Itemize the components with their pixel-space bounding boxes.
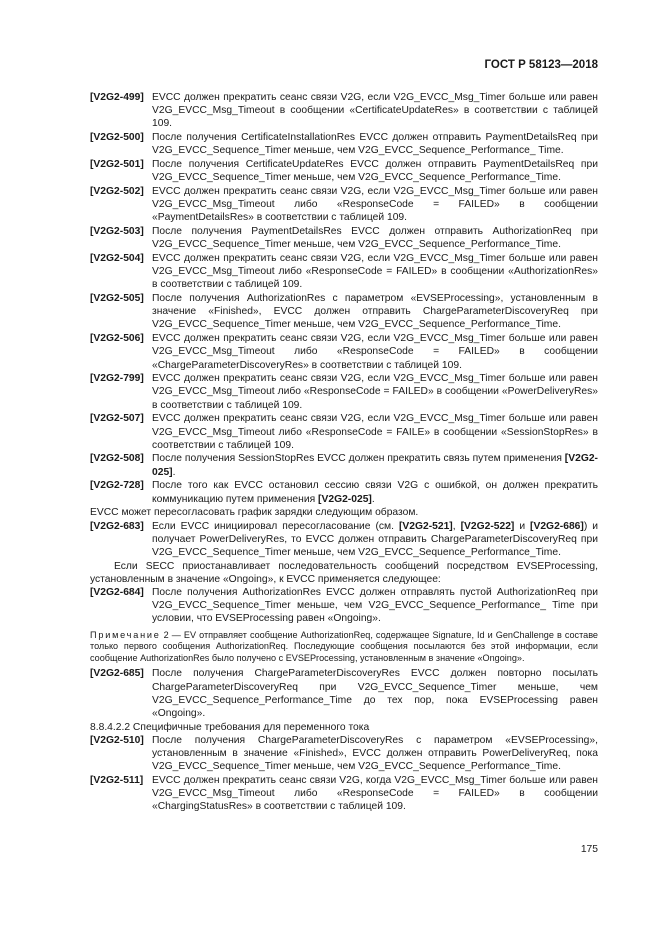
requirement-id: [V2G2-499] bbox=[90, 92, 144, 103]
requirement-item bbox=[90, 520, 598, 560]
requirement-id: [V2G2-505] bbox=[90, 293, 144, 305]
requirement-id: [V2G2-511] bbox=[90, 775, 144, 787]
requirement-item bbox=[90, 586, 598, 626]
requirement-item bbox=[90, 131, 598, 157]
requirement-text: EVCC должен прекратить сеанс связи V2G, если V2G_EVCC_Msg_Timer больше или равен V2G_EVCC_Msg_Timeout в сообщении «CertificateUpdateRes» в соответствии с таблицей 109. bbox=[152, 92, 598, 130]
note-text: 2 — EV отправляет сообщение AuthorizationReq, содержащее Signature, Id и GenChallenge в составе только первого сообщения AuthorizationReq. Последующие сообщения посылаются без этой информации, если сообщение AuthorizationRes было получено с EVSEProcessing, установленным в значение «Ongoing». bbox=[90, 629, 598, 663]
requirement-item bbox=[90, 158, 598, 184]
requirement-text: После получения CertificateInstallationRes EVCC должен отправить PaymentDetailsReq при V2G_EVCC_Sequence_Timer меньше, чем V2G_EVCC_Sequence_Performance_ Time. bbox=[152, 132, 598, 157]
requirement-id: [V2G2-503] bbox=[90, 226, 144, 238]
requirement-text: После получения ChargeParameterDiscoveryRes EVCC должен повторно посылать ChargeParameterDiscoveryReq при V2G_EVCC_Sequence_Timer меньше, чем V2G_EVCC_Sequence_Performance_Time до тех пор, пока EVSEProcessing равен «Ongoing». bbox=[152, 668, 598, 720]
requirement-id: [V2G2-684] bbox=[90, 587, 144, 599]
requirements-list-a bbox=[90, 91, 598, 452]
requirement-text: EVCC должен прекратить сеанс связи V2G, если V2G_EVCC_Msg_Timer больше или равен V2G_EVCC_Msg_Timeout либо «ResponseCode = FAILED» в сообщении «PaymentDetailsRes» в соответствии с таблицей 109. bbox=[152, 185, 598, 224]
requirement-text: EVCC должен прекратить сеанс связи V2G, если V2G_EVCC_Msg_Timer больше или равен V2G_EVCC_Msg_Timeout либо «ResponseCode = FAILE» в сообщении «SessionStopRes» в соответствии с таблицей 109. bbox=[152, 413, 598, 451]
requirement-reference: [V2G2-521] bbox=[398, 520, 453, 532]
requirement-text-tail: . bbox=[371, 493, 375, 505]
requirement-text: После получения AuthorizationRes EVCC должен отправлять пустой AuthorizationReq при V2G_EVCC_Sequence_Timer меньше, чем V2G_EVCC_Sequence_Performance_ Time при условии, что EVSEProcessing равен «Ongoing». bbox=[152, 587, 598, 625]
requirement-item bbox=[90, 225, 598, 251]
requirement-text: EVCC должен прекратить сеанс связи V2G, если V2G_EVCC_Msg_Timer больше или равен V2G_EVCC_Msg_Timeout либо «ResponseCode = FAILED» в сообщении «PowerDeliveryRes» в соответствии с таблицей 109. bbox=[152, 373, 598, 411]
requirement-text: Если EVCC инициировал пересогласование (см. bbox=[152, 520, 399, 532]
requirement-id: [V2G2-508] bbox=[90, 453, 144, 465]
requirement-item bbox=[90, 452, 598, 478]
requirement-reference: [V2G2-522] bbox=[460, 520, 515, 532]
requirement-text: EVCC должен прекратить сеанс связи V2G, если V2G_EVCC_Msg_Timer больше или равен V2G_EVCC_Msg_Timeout либо «ResponseCode = FAILED» в сообщении «ChargeParameterDiscoveryRes» в соответствии с таблицей 109. bbox=[152, 333, 598, 371]
requirement-item bbox=[90, 479, 598, 505]
requirement-item bbox=[90, 667, 598, 720]
requirement-id: [V2G2-510] bbox=[90, 734, 144, 746]
page-number: 175 bbox=[580, 844, 598, 855]
requirement-item bbox=[90, 412, 598, 452]
requirement-text-tail: . bbox=[172, 466, 176, 478]
requirement-text: EVCC должен прекратить сеанс связи V2G, когда V2G_EVCC_Msg_Timer больше или равен V2G_EVCC_Msg_Timeout либо «ResponseCode = FAILED» в сообщении «ChargingStatusRes» в соответствии с таблицей 109. bbox=[152, 775, 598, 813]
requirement-id: [V2G2-501] bbox=[90, 159, 144, 171]
requirement-reference: [V2G2-686] bbox=[530, 520, 584, 532]
requirement-item bbox=[90, 292, 598, 332]
requirement-id: [V2G2-506] bbox=[90, 333, 144, 345]
requirement-id: [V2G2-507] bbox=[90, 413, 144, 425]
note-paragraph bbox=[90, 630, 598, 665]
requirement-text: После получения AuthorizationRes с параметром «EVSEProcessing», установленным в значение «Finished», EVCC должен отправить ChargeParameterDiscoveryReq при V2G_EVCC_Sequence_Timer меньше, чем V2G_EVCC_Sequence_Performance_Time. bbox=[152, 293, 598, 331]
requirement-item bbox=[90, 252, 598, 292]
requirement-id: [V2G2-502] bbox=[90, 185, 144, 197]
requirement-text: После получения SessionStopRes EVCC должен прекратить связь путем применения bbox=[152, 453, 565, 465]
requirement-id: [V2G2-683] bbox=[90, 520, 144, 532]
requirement-item bbox=[90, 774, 598, 814]
requirement-text: После получения PaymentDetailsRes EVCC должен отправить AuthorizationReq при V2G_EVCC_Sequence_Timer меньше, чем V2G_EVCC_Sequence_Performance_Time. bbox=[152, 226, 598, 251]
requirement-id: [V2G2-500] bbox=[90, 132, 144, 144]
requirement-reference: [V2G2-025] bbox=[152, 453, 598, 478]
document-body bbox=[90, 91, 598, 814]
note-label: Примечание bbox=[90, 629, 161, 640]
body-paragraph: Если SECC приостанавливает последовательность сообщений посредством EVSEProcessing, установленным в значение «Ongoing», к EVCC применяется следующее: bbox=[90, 560, 598, 585]
requirement-text: , bbox=[452, 520, 461, 532]
requirement-text: и bbox=[514, 520, 531, 532]
requirements-list-b bbox=[90, 734, 598, 814]
requirement-text: После получения CertificateUpdateRes EVCC должен отправить PaymentDetailsReq при V2G_EVCC_Sequence_Timer меньше, чем V2G_EVCC_Sequence_Performance_Time. bbox=[152, 159, 598, 184]
document-header: ГОСТ Р 58123—2018 bbox=[484, 59, 598, 71]
requirement-id: [V2G2-728] bbox=[90, 480, 144, 492]
requirement-item bbox=[90, 185, 598, 225]
requirement-text: EVCC должен прекратить сеанс связи V2G, если V2G_EVCC_Msg_Timer больше или равен V2G_EVCC_Msg_Timeout либо «ResponseCode = FAILED» в сообщении «AuthorizationRes» в соответствии с таблицей 109. bbox=[152, 252, 598, 291]
requirement-id: [V2G2-799] bbox=[90, 373, 144, 385]
requirement-id: [V2G2-685] bbox=[90, 668, 144, 680]
requirement-item bbox=[90, 332, 598, 372]
requirement-text: ) и получает PowerDeliveryRes, то EVCC должен отправить ChargeParameterDiscoveryReq при V2G_EVCC_Sequence_Timer меньше, чем V2G_EVCC_Sequence_Performance_Time. bbox=[152, 520, 598, 558]
requirement-text: После того как EVCC остановил сессию связи V2G с ошибкой, он должен прекратить коммуникацию путем применения bbox=[152, 480, 598, 505]
body-paragraph: EVCC может пересогласовать график зарядки следующим образом. bbox=[90, 507, 419, 519]
requirement-text: После получения ChargeParameterDiscoveryRes с параметром «EVSEProcessing», установленным в значение «Finished», EVCC должен отправить PowerDeliveryReq, пока V2G_EVCC_Sequence_Timer меньше, чем V2G_EVCC_Sequence_Performance_Time. bbox=[152, 734, 598, 773]
section-heading: 8.8.4.2.2 Специфичные требования для переменного тока bbox=[90, 721, 370, 733]
requirement-id: [V2G2-504] bbox=[90, 252, 144, 264]
requirement-item bbox=[90, 734, 598, 774]
requirement-reference: [V2G2-025] bbox=[318, 493, 372, 505]
requirement-item bbox=[90, 91, 598, 131]
requirement-item bbox=[90, 372, 598, 412]
